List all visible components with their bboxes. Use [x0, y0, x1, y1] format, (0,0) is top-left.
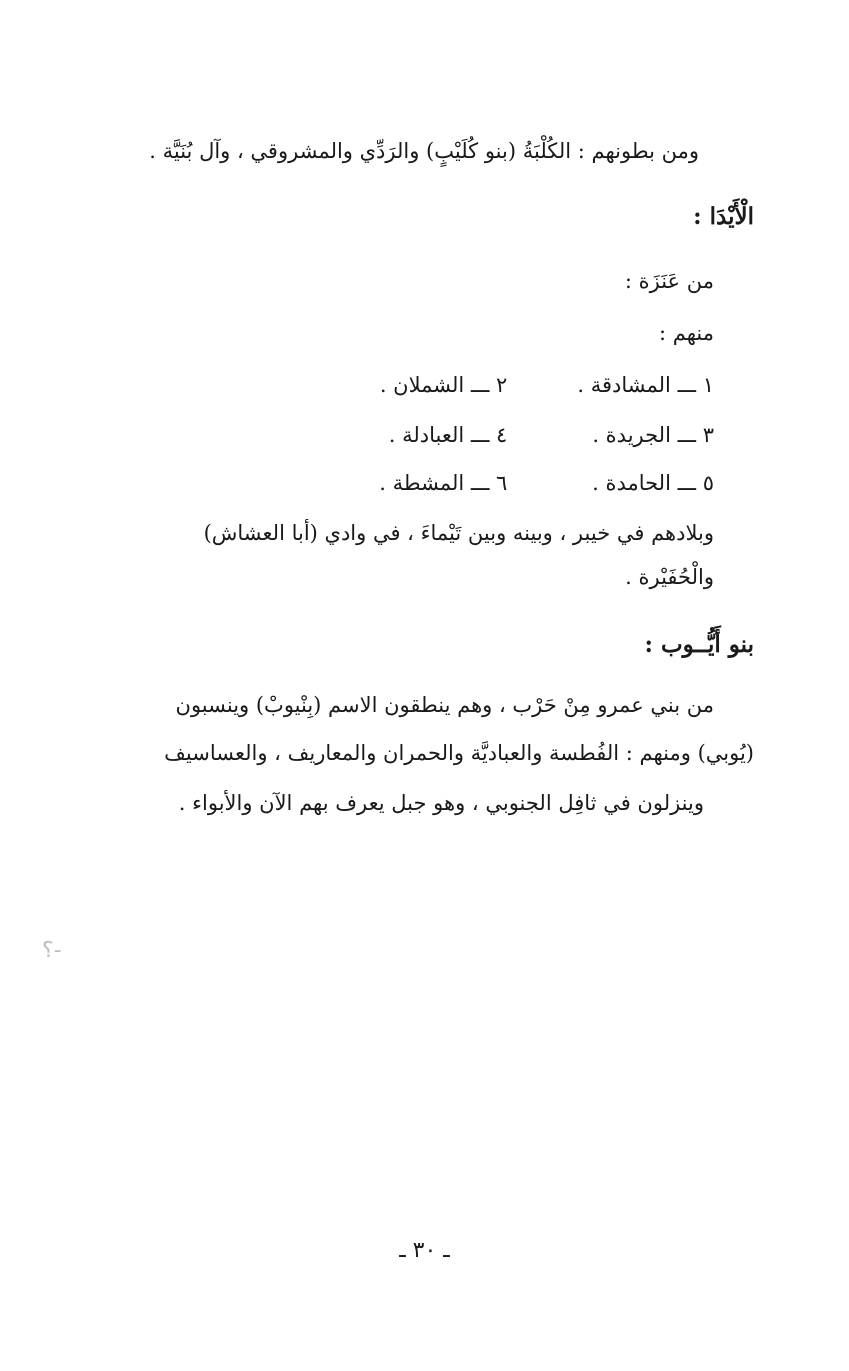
ayyub-paragraph-line-2: (يُوبي) ومنهم : الفُطسة والعباديَّة والحمران والمعاريف ، والعساسيف — [164, 741, 754, 765]
clan-list-item: ٤ ـــ العبادلة . — [388, 423, 508, 447]
ayyub-paragraph-line-3: وينزلون في ثافِل الجنوبي ، وهو جبل يعرف بهم الآن والأبواء . — [178, 791, 704, 815]
margin-scan-mark: -؟ — [42, 938, 62, 963]
section-heading-ayyub: بنو أَيُّــوب : — [644, 631, 754, 658]
clan-list-item: ٥ ـــ الحامدة . — [592, 471, 714, 495]
clan-list-item: ٢ ـــ الشملان . — [379, 373, 508, 397]
from-tribe-line: من عَنَزَة : — [624, 269, 714, 293]
clan-list-item: ٦ ـــ المشطة . — [379, 471, 508, 495]
intro-line: ومن بطونهم : الكُلْبَةُ (بنو كُلَيْبٍ) والرَدِّي والمشروقي ، وآل بُنَيَّة . — [149, 139, 699, 163]
lands-line-1: وبلادهم في خيبر ، وبينه وبين تَيْماءَ ، في وادي (أبا العشاش) — [203, 521, 714, 545]
lands-line-2: والْحُفَيْرة . — [625, 565, 714, 589]
clan-list-row-3 — [379, 468, 714, 498]
page-number: ـ ٣٠ ـ — [399, 1238, 450, 1263]
clan-list-item: ٣ ـــ الجريدة . — [592, 423, 714, 447]
among-them-label: منهم : — [659, 321, 714, 345]
clan-list-row-2 — [389, 420, 714, 450]
clan-list-item: ١ ـــ المشادقة . — [577, 373, 714, 397]
section-heading-aida: الْأَيْدَا : — [693, 203, 754, 230]
clan-list-row-1 — [380, 370, 714, 400]
ayyub-paragraph-line-1: من بني عمرو مِنْ حَرْب ، وهم ينطقون الاسم (بِنْيوبْ) وينسبون — [175, 693, 714, 717]
